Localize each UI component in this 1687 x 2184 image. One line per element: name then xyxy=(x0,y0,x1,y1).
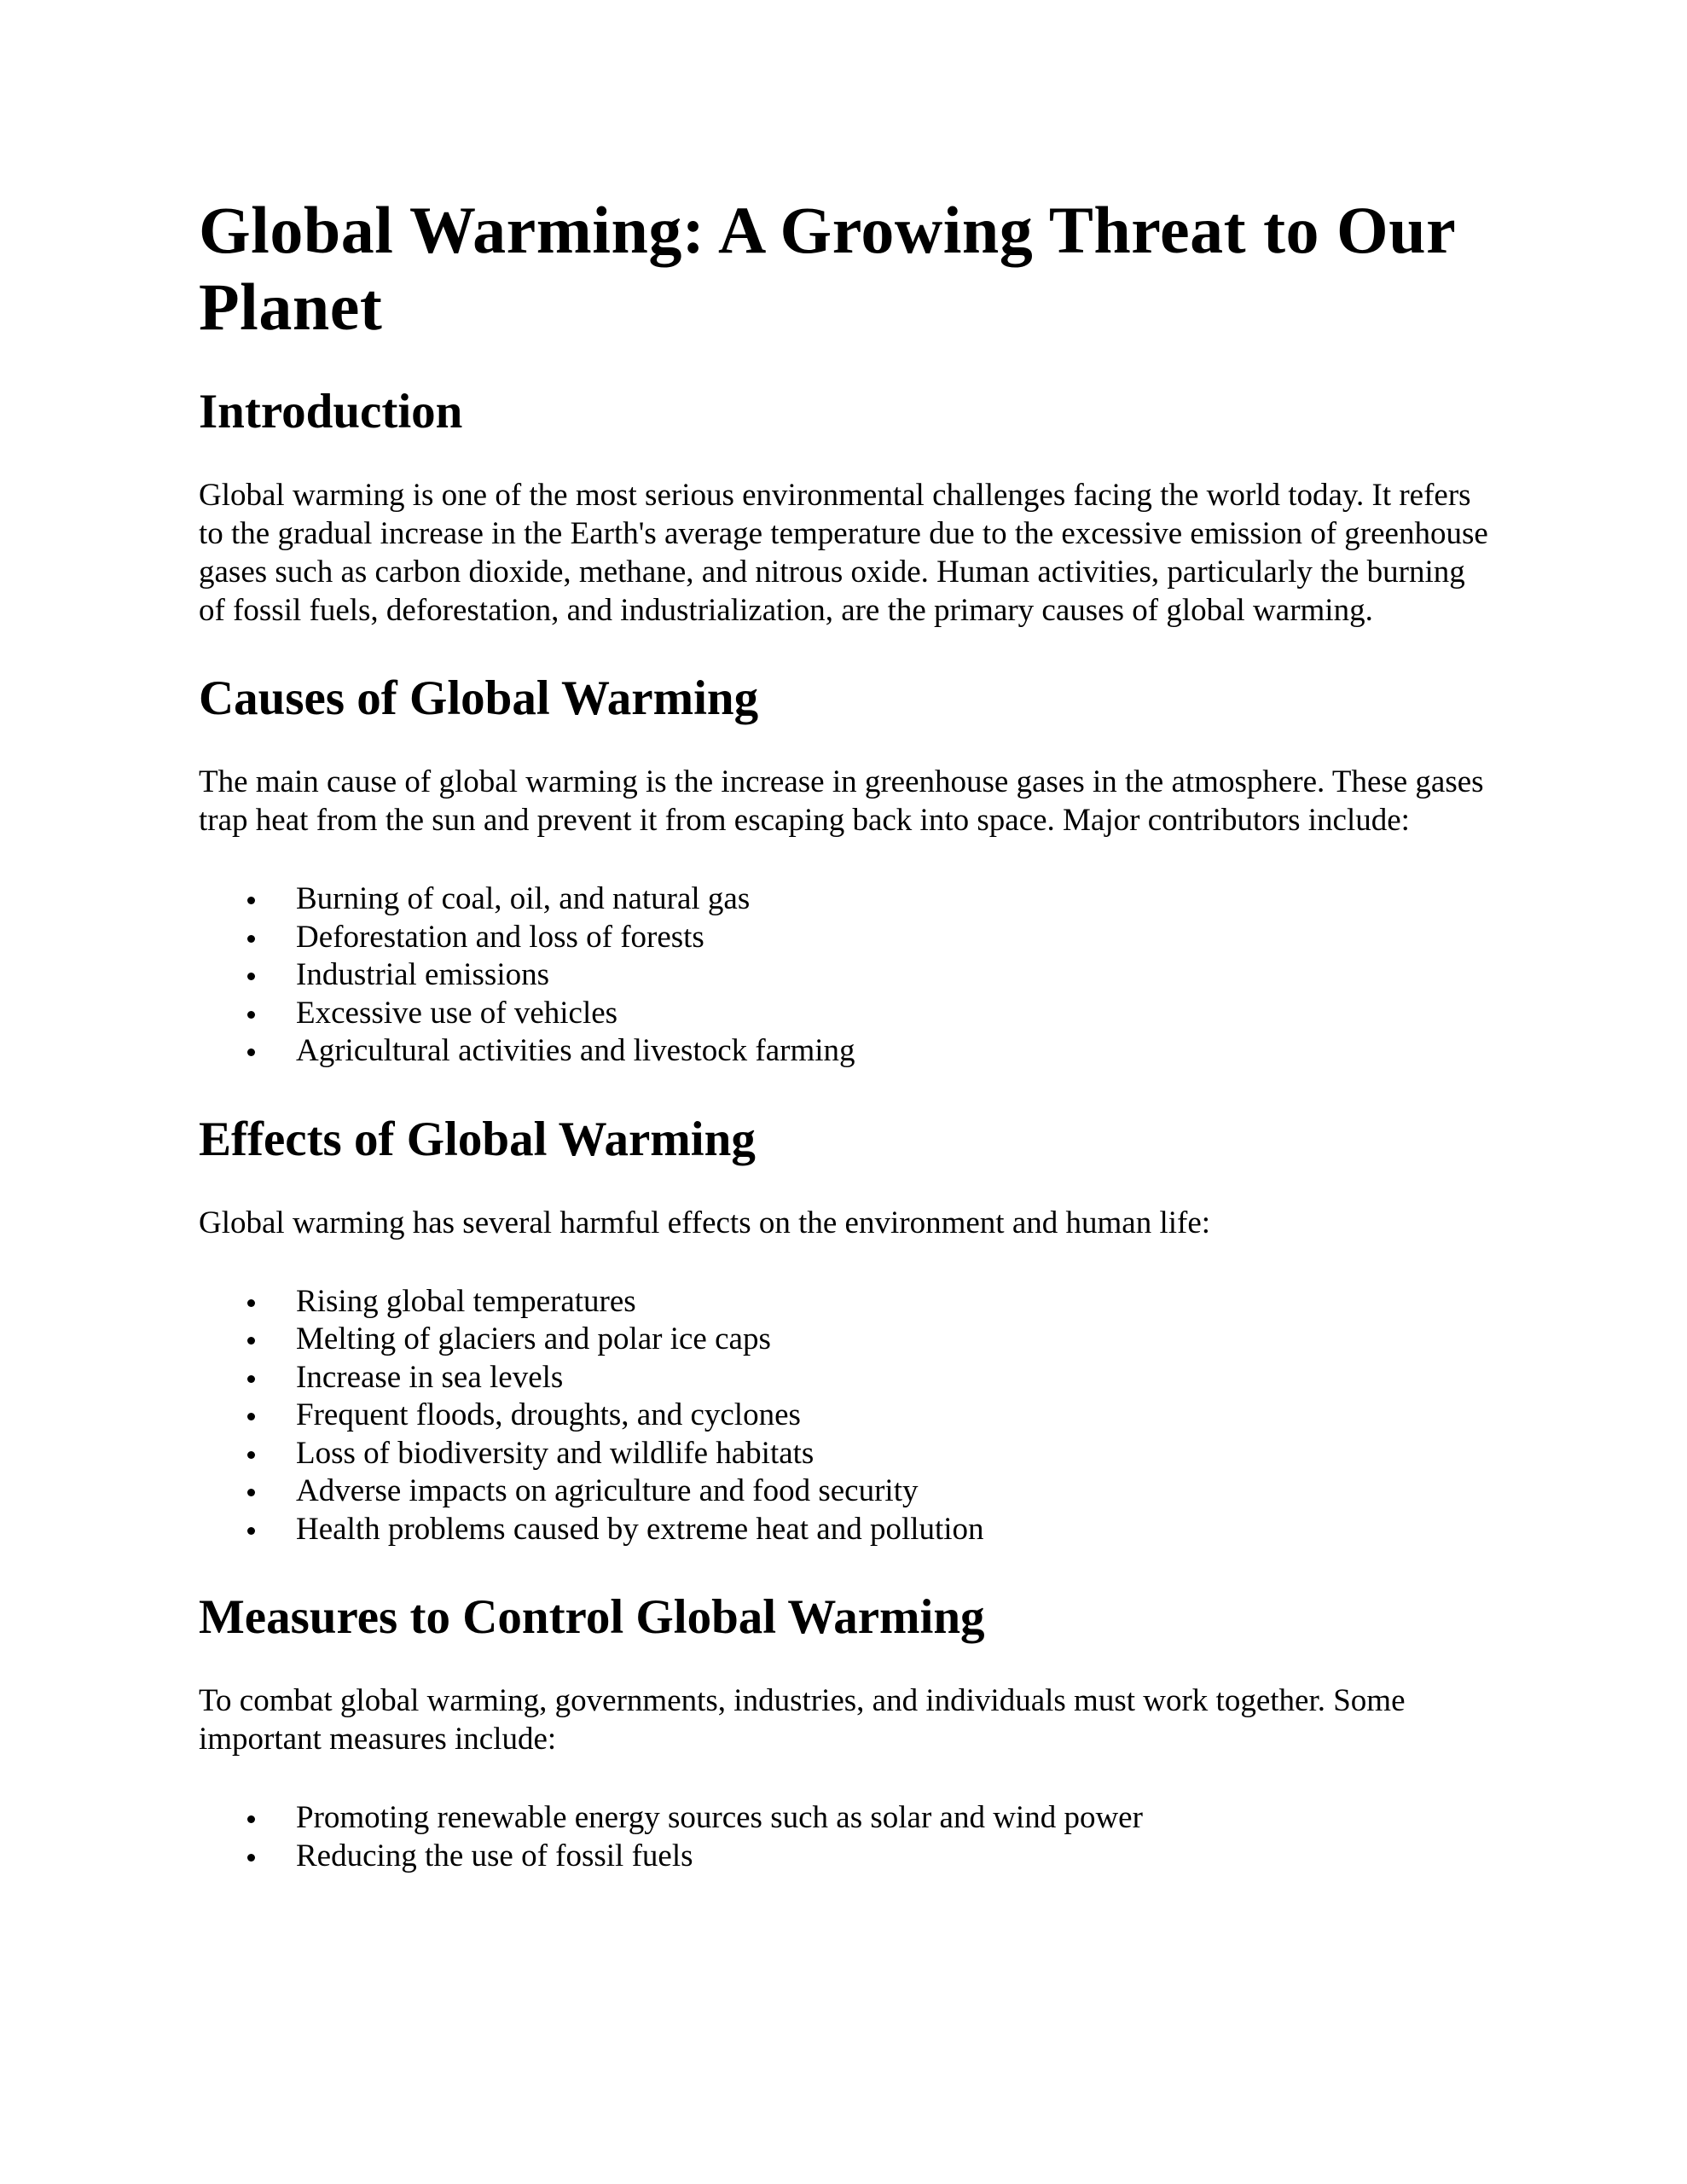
bullet-icon xyxy=(247,1489,255,1496)
list-item xyxy=(199,880,1495,919)
section-heading: Effects of Global Warming xyxy=(199,1112,756,1166)
list-item xyxy=(199,1283,1495,1321)
list-item-text: Loss of biodiversity and wildlife habitats xyxy=(296,1435,815,1471)
bullet-icon xyxy=(247,1815,255,1823)
list-item-text: Reducing the use of fossil fuels xyxy=(296,1838,693,1873)
section-introduction xyxy=(199,384,1495,630)
bullet-icon xyxy=(247,1854,255,1862)
bullet-icon xyxy=(247,1011,255,1019)
list-item-text: Promoting renewable energy sources such as solar and wind power xyxy=(296,1800,1143,1835)
list-item xyxy=(199,1511,1495,1549)
bullet-icon xyxy=(247,1451,255,1459)
list-item-text: Melting of glaciers and polar ice caps xyxy=(296,1321,771,1356)
document-page xyxy=(199,192,1495,1916)
list-item xyxy=(199,1321,1495,1359)
list-item xyxy=(199,1799,1495,1838)
list-item xyxy=(199,1472,1495,1511)
list-item-text: Increase in sea levels xyxy=(296,1359,564,1395)
causes-list xyxy=(199,880,1495,1071)
section-measures xyxy=(199,1589,1495,1875)
list-item xyxy=(199,1359,1495,1397)
section-effects xyxy=(199,1112,1495,1549)
list-item-text: Agricultural activities and livestock farming xyxy=(296,1033,855,1068)
bullet-icon xyxy=(247,973,255,980)
list-item-text: Burning of coal, oil, and natural gas xyxy=(296,881,751,916)
section-heading: Measures to Control Global Warming xyxy=(199,1590,985,1644)
list-item-text: Deforestation and loss of forests xyxy=(296,919,704,955)
list-item xyxy=(199,1397,1495,1435)
list-item xyxy=(199,1032,1495,1071)
list-item xyxy=(199,1435,1495,1473)
section-paragraph: To combat global warming, governments, industries, and individuals must work together. Some important measures include: xyxy=(199,1683,1406,1757)
measures-list xyxy=(199,1799,1495,1875)
bullet-icon xyxy=(247,1337,255,1345)
list-item xyxy=(199,919,1495,957)
bullet-icon xyxy=(247,935,255,943)
list-item xyxy=(199,956,1495,995)
page-title: Global Warming: A Growing Threat to Our Planet xyxy=(199,193,1455,344)
list-item xyxy=(199,995,1495,1033)
bullet-icon xyxy=(247,1375,255,1383)
bullet-icon xyxy=(247,1048,255,1056)
list-item-text: Rising global temperatures xyxy=(296,1283,636,1319)
bullet-icon xyxy=(247,897,255,904)
list-item-text: Adverse impacts on agriculture and food security xyxy=(296,1473,919,1508)
list-item-text: Frequent floods, droughts, and cyclones xyxy=(296,1397,801,1432)
list-item xyxy=(199,1838,1495,1876)
list-item-text: Health problems caused by extreme heat and pollution xyxy=(296,1511,984,1547)
effects-list xyxy=(199,1283,1495,1549)
list-item-text: Excessive use of vehicles xyxy=(296,995,618,1031)
section-paragraph: Global warming is one of the most serious environmental challenges facing the world today. It refers to the gradual increase in the Earth's average temperature due to the excessive emission of greenhouse gases such as carbon dioxide, methane, and nitrous oxide. Human activities, particularly the burning of fossil fuels, deforestation, and industrialization, are the primary causes of global warming. xyxy=(199,478,1488,628)
bullet-icon xyxy=(247,1299,255,1307)
section-causes xyxy=(199,671,1495,1071)
bullet-icon xyxy=(247,1527,255,1535)
section-heading: Causes of Global Warming xyxy=(199,671,759,725)
section-heading: Introduction xyxy=(199,385,463,439)
section-paragraph: Global warming has several harmful effects on the environment and human life: xyxy=(199,1205,1211,1240)
section-paragraph: The main cause of global warming is the increase in greenhouse gases in the atmosphere. These gases trap heat from the sun and prevent it from escaping back into space. Major contributors include: xyxy=(199,764,1484,838)
list-item-text: Industrial emissions xyxy=(296,957,550,992)
bullet-icon xyxy=(247,1413,255,1420)
